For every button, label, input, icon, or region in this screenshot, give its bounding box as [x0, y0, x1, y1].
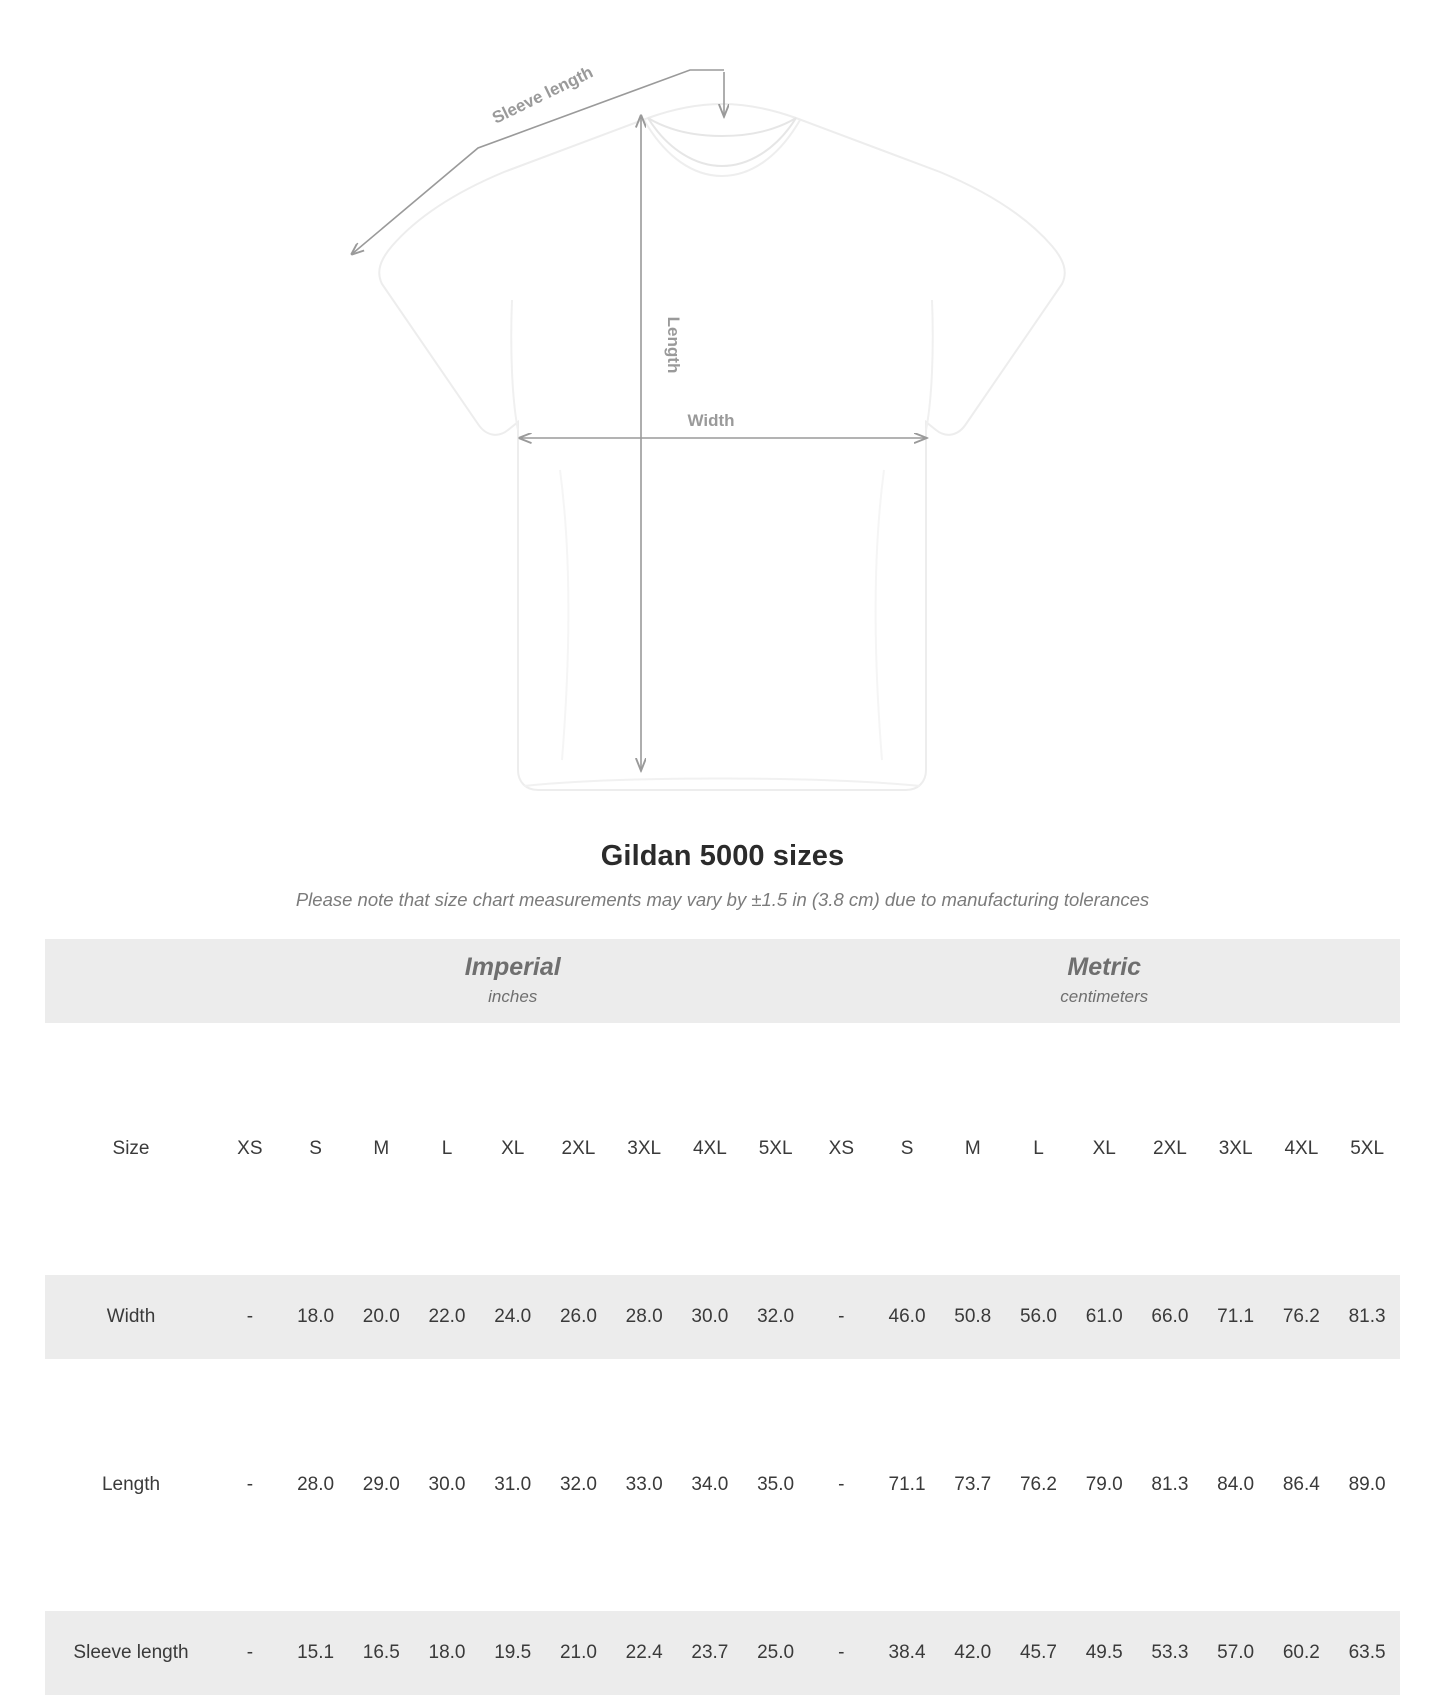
size-header-imperial-2xl: 2XL	[546, 1107, 612, 1191]
cell-sleeve-imperial-xs: -	[217, 1611, 283, 1695]
row-label-length: Length	[45, 1443, 217, 1527]
unit-group-metric	[808, 939, 1400, 1023]
table-row	[45, 1611, 1400, 1695]
row-spacer-cell	[45, 1359, 1400, 1443]
unit-group-metric-name: Metric	[1067, 952, 1142, 981]
cell-sleeve-metric-s: 38.4	[874, 1611, 940, 1695]
cell-length-metric-s: 71.1	[874, 1443, 940, 1527]
row-spacer-cell	[45, 1527, 1400, 1611]
cell-sleeve-metric-xs: -	[808, 1611, 874, 1695]
title-block	[0, 840, 1445, 911]
size-header-imperial-4xl: 4XL	[677, 1107, 743, 1191]
cell-length-metric-5xl: 89.0	[1334, 1443, 1400, 1527]
cell-length-metric-l: 76.2	[1006, 1443, 1072, 1527]
cell-length-imperial-5xl: 35.0	[743, 1443, 809, 1527]
cell-length-metric-xl: 79.0	[1071, 1443, 1137, 1527]
cell-width-metric-2xl: 66.0	[1137, 1275, 1203, 1359]
cell-sleeve-imperial-2xl: 21.0	[546, 1611, 612, 1695]
row-spacer	[45, 1191, 1400, 1275]
sleeve-length-label: Sleeve length	[489, 62, 597, 128]
size-header-imperial-l: L	[414, 1107, 480, 1191]
tshirt-illustration	[0, 0, 1445, 830]
cell-length-metric-m: 73.7	[940, 1443, 1006, 1527]
cell-width-imperial-3xl: 28.0	[611, 1275, 677, 1359]
size-header-metric-m: M	[940, 1107, 1006, 1191]
size-header-imperial-xs: XS	[217, 1107, 283, 1191]
cell-length-imperial-m: 29.0	[348, 1443, 414, 1527]
cell-sleeve-metric-3xl: 57.0	[1203, 1611, 1269, 1695]
size-header-metric-s: S	[874, 1107, 940, 1191]
page-title: Gildan 5000 sizes	[600, 840, 845, 872]
cell-sleeve-imperial-m: 16.5	[348, 1611, 414, 1695]
row-spacer	[45, 1527, 1400, 1611]
size-header-imperial-3xl: 3XL	[611, 1107, 677, 1191]
unit-group-metric-unit: centimeters	[1060, 987, 1149, 1007]
cell-sleeve-metric-4xl: 60.2	[1269, 1611, 1335, 1695]
size-header-imperial-5xl: 5XL	[743, 1107, 809, 1191]
size-table-wrapper	[45, 939, 1400, 1695]
size-header-imperial-m: M	[348, 1107, 414, 1191]
cell-width-metric-3xl: 71.1	[1203, 1275, 1269, 1359]
cell-sleeve-metric-xl: 49.5	[1071, 1611, 1137, 1695]
table-row	[45, 1443, 1400, 1527]
cell-length-metric-4xl: 86.4	[1269, 1443, 1335, 1527]
cell-width-imperial-s: 18.0	[283, 1275, 349, 1359]
cell-width-imperial-l: 22.0	[414, 1275, 480, 1359]
cell-length-metric-3xl: 84.0	[1203, 1443, 1269, 1527]
cell-width-metric-5xl: 81.3	[1334, 1275, 1400, 1359]
column-header-size: Size	[45, 1107, 217, 1191]
unit-group-imperial-unit: inches	[488, 987, 538, 1007]
size-header-imperial-xl: XL	[480, 1107, 546, 1191]
width-label: Width	[687, 411, 735, 430]
cell-sleeve-metric-l: 45.7	[1006, 1611, 1072, 1695]
cell-sleeve-imperial-5xl: 25.0	[743, 1611, 809, 1695]
cell-sleeve-metric-m: 42.0	[940, 1611, 1006, 1695]
cell-width-metric-xl: 61.0	[1071, 1275, 1137, 1359]
length-label: Length	[664, 316, 683, 374]
unit-group-imperial-name: Imperial	[464, 952, 561, 981]
cell-width-imperial-2xl: 26.0	[546, 1275, 612, 1359]
table-header-row	[45, 1107, 1400, 1191]
cell-length-imperial-2xl: 32.0	[546, 1443, 612, 1527]
cell-width-imperial-xl: 24.0	[480, 1275, 546, 1359]
cell-width-metric-xs: -	[808, 1275, 874, 1359]
cell-sleeve-metric-2xl: 53.3	[1137, 1611, 1203, 1695]
tshirt-shape	[379, 104, 1065, 790]
size-header-metric-2xl: 2XL	[1137, 1107, 1203, 1191]
cell-length-imperial-xs: -	[217, 1443, 283, 1527]
row-spacer-cell	[45, 1191, 1400, 1275]
cell-length-imperial-l: 30.0	[414, 1443, 480, 1527]
unit-header-spacer	[45, 939, 217, 1023]
cell-length-imperial-s: 28.0	[283, 1443, 349, 1527]
unit-group-imperial	[217, 939, 808, 1023]
cell-sleeve-imperial-l: 18.0	[414, 1611, 480, 1695]
size-header-imperial-s: S	[283, 1107, 349, 1191]
size-header-metric-xl: XL	[1071, 1107, 1137, 1191]
cell-sleeve-imperial-3xl: 22.4	[611, 1611, 677, 1695]
cell-width-imperial-xs: -	[217, 1275, 283, 1359]
row-label-sleeve-length: Sleeve length	[45, 1611, 217, 1695]
cell-width-imperial-m: 20.0	[348, 1275, 414, 1359]
row-label-width: Width	[45, 1275, 217, 1359]
cell-length-metric-xs: -	[808, 1443, 874, 1527]
cell-length-imperial-3xl: 33.0	[611, 1443, 677, 1527]
size-header-metric-l: L	[1006, 1107, 1072, 1191]
cell-length-imperial-xl: 31.0	[480, 1443, 546, 1527]
cell-width-metric-4xl: 76.2	[1269, 1275, 1335, 1359]
cell-width-imperial-5xl: 32.0	[743, 1275, 809, 1359]
cell-length-imperial-4xl: 34.0	[677, 1443, 743, 1527]
size-table	[45, 939, 1400, 1695]
cell-sleeve-imperial-xl: 19.5	[480, 1611, 546, 1695]
cell-width-metric-l: 56.0	[1006, 1275, 1072, 1359]
row-spacer	[45, 1023, 1400, 1107]
size-header-metric-4xl: 4XL	[1269, 1107, 1335, 1191]
size-header-metric-3xl: 3XL	[1203, 1107, 1269, 1191]
cell-length-metric-2xl: 81.3	[1137, 1443, 1203, 1527]
size-header-metric-5xl: 5XL	[1334, 1107, 1400, 1191]
table-row	[45, 1275, 1400, 1359]
size-header-metric-xs: XS	[808, 1107, 874, 1191]
row-spacer	[45, 1359, 1400, 1443]
cell-sleeve-metric-5xl: 63.5	[1334, 1611, 1400, 1695]
cell-width-metric-s: 46.0	[874, 1275, 940, 1359]
cell-sleeve-imperial-4xl: 23.7	[677, 1611, 743, 1695]
cell-sleeve-imperial-s: 15.1	[283, 1611, 349, 1695]
cell-width-imperial-4xl: 30.0	[677, 1275, 743, 1359]
row-spacer-cell	[45, 1023, 1400, 1107]
tolerance-note: Please note that size chart measurements may vary by ±1.5 in (3.8 cm) due to manufacturing tolerances	[295, 889, 1150, 910]
cell-width-metric-m: 50.8	[940, 1275, 1006, 1359]
unit-header-row	[45, 939, 1400, 1023]
